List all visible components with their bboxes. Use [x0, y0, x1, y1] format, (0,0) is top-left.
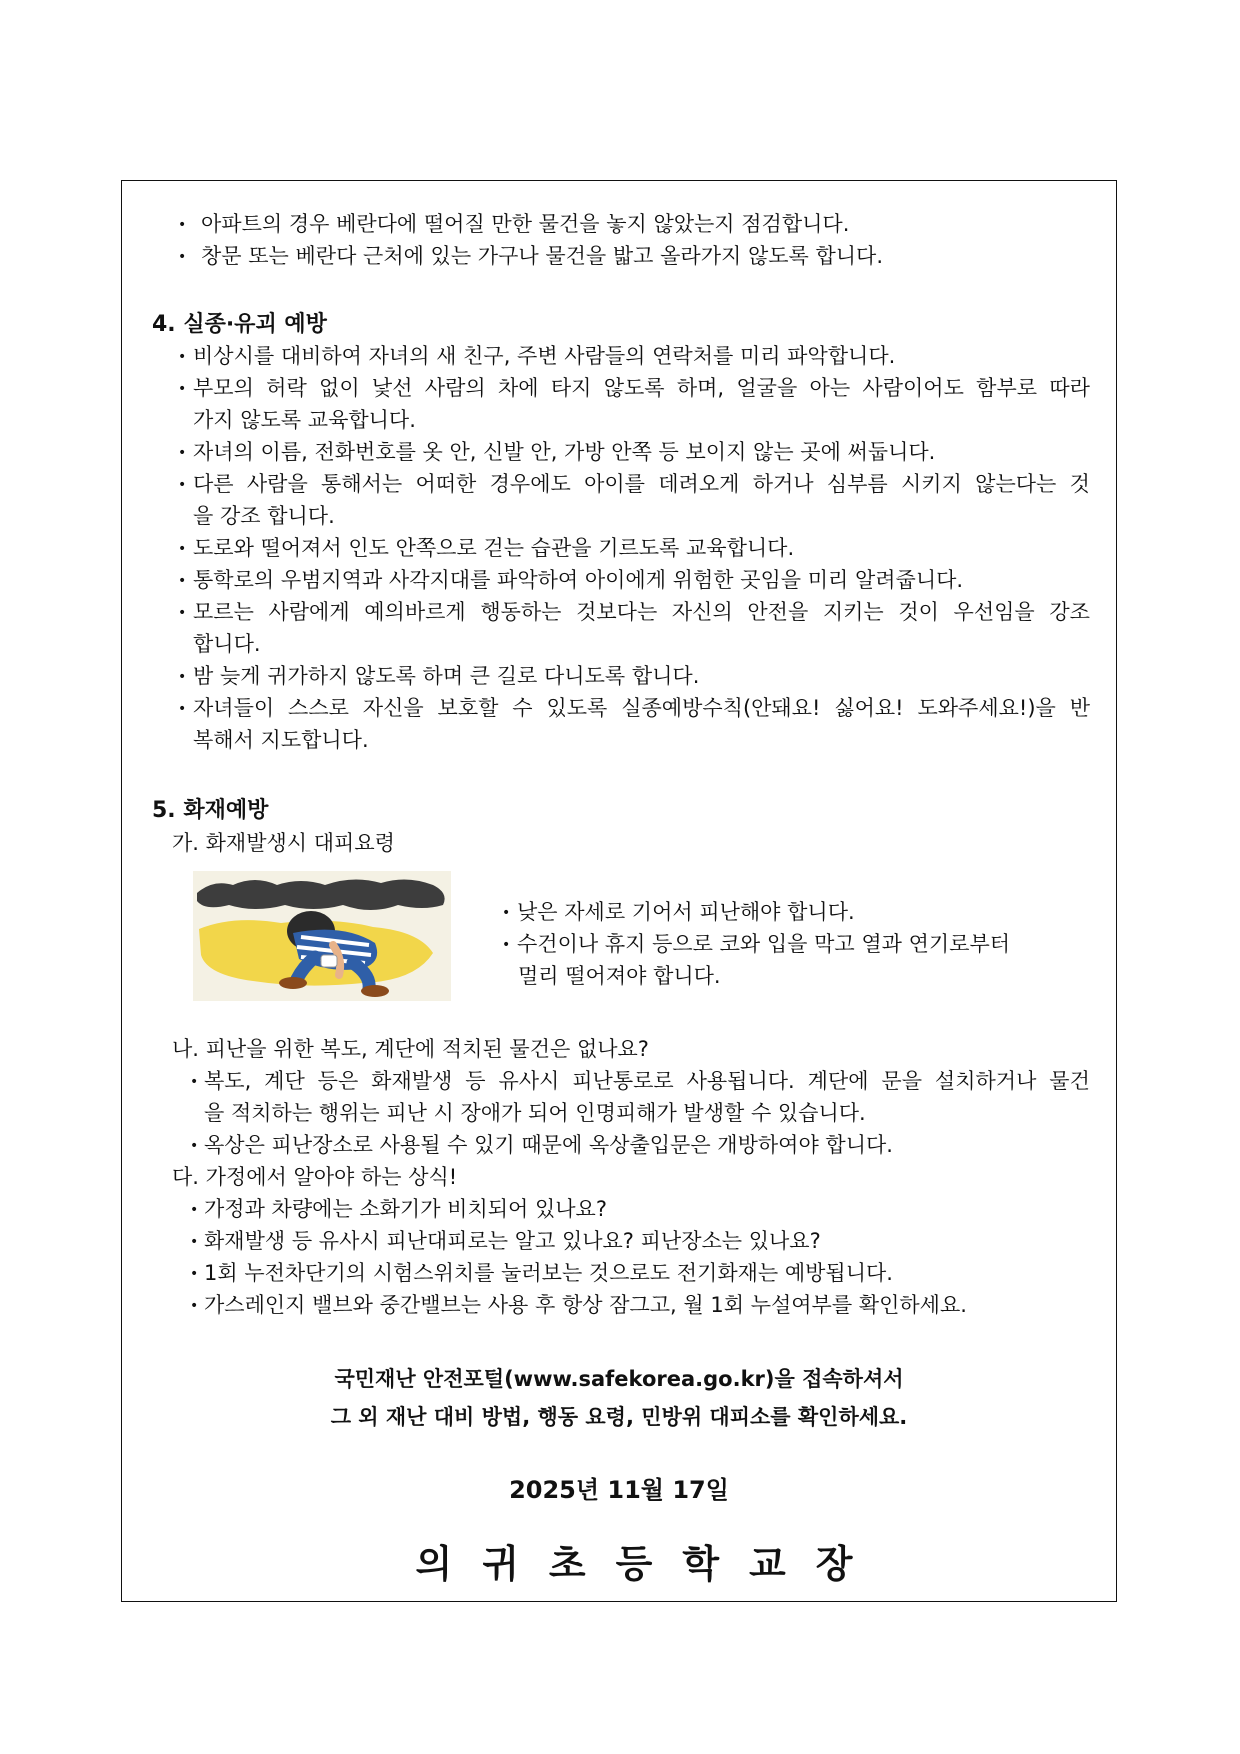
section5-ga-bullet-1: 낮은 자세로 기어서 피난해야 합니다. [517, 900, 855, 924]
bullet-icon: • [190, 1234, 199, 1250]
bullet-icon: • [190, 1202, 199, 1218]
bullet-icon: • [178, 701, 187, 717]
document-date: 2025년 11월 17일 [509, 1476, 729, 1504]
bullet-icon: • [178, 381, 187, 397]
bullet-icon: • [190, 1138, 199, 1154]
bullet-icon: • [502, 905, 511, 921]
footer-note-line1: 국민재난 안전포털(www.safekorea.go.kr)을 접속하셔서 [334, 1367, 904, 1391]
section5-da-bullet-1: 가정과 차량에는 소화기가 비치되어 있나요? [204, 1197, 607, 1221]
section4-bullet-5: 도로와 떨어져서 인도 안쪽으로 걷는 습관을 기르도록 교육합니다. [193, 536, 795, 560]
intro-bullet-1: 아파트의 경우 베란다에 떨어질 만한 물건을 놓지 않았는지 점검합니다. [201, 212, 850, 236]
section5-da-bullet-4: 가스레인지 밸브와 중간밸브는 사용 후 항상 잠그고, 월 1회 누설여부를 확인하세요. [204, 1293, 967, 1317]
section5-na-bullet-2: 옥상은 피난장소로 사용될 수 있기 때문에 옥상출입문은 개방하여야 합니다. [204, 1133, 893, 1157]
section4-bullet-2-line2: 가지 않도록 교육합니다. [193, 408, 416, 432]
section5-title: 5. 화재예방 [152, 798, 269, 823]
section4-bullet-4-line1: 다른 사람을 통해서는 어떠한 경우에도 아이를 데려오게 하거나 심부름 시키지 않는다는 것 [193, 472, 1090, 496]
bullet-icon: • [178, 605, 187, 621]
section4-bullet-4-line2: 을 강조 합니다. [193, 504, 335, 528]
section4-bullet-6: 통학로의 우범지역과 사각지대를 파악하여 아이에게 위험한 곳임을 미리 알려줍니다. [193, 568, 964, 592]
section4-title: 4. 실종·유괴 예방 [152, 312, 327, 337]
section5-da-bullet-3: 1회 누전차단기의 시험스위치를 눌러보는 것으로도 전기화재는 예방됩니다. [204, 1261, 893, 1285]
bullet-icon: • [190, 1074, 199, 1090]
bullet-icon: • [178, 669, 187, 685]
crawling-person-escaping-smoke-icon [193, 871, 451, 1001]
principal-signature: 의귀초등학교장 [415, 1542, 883, 1586]
section5-da-title: 다. 가정에서 알아야 하는 상식! [172, 1165, 458, 1189]
section4-bullet-1: 비상시를 대비하여 자녀의 새 친구, 주변 사람들의 연락처를 미리 파악합니다. [193, 344, 896, 368]
section5-ga-title: 가. 화재발생시 대피요령 [172, 831, 395, 855]
intro-bullet-2: 창문 또는 베란다 근처에 있는 가구나 물건을 밟고 올라가지 않도록 합니다. [201, 244, 884, 268]
bullet-icon: • [178, 217, 187, 233]
bullet-icon: • [190, 1266, 199, 1282]
bullet-icon: • [190, 1298, 199, 1314]
footer-note-line2: 그 외 재난 대비 방법, 행동 요령, 민방위 대피소를 확인하세요. [330, 1405, 908, 1429]
bullet-icon: • [502, 937, 511, 953]
section4-bullet-7-line2: 합니다. [193, 632, 261, 656]
bullet-icon: • [178, 445, 187, 461]
bullet-icon: • [178, 249, 187, 265]
section4-bullet-9-line2: 복해서 지도합니다. [193, 728, 369, 752]
bullet-icon: • [178, 349, 187, 365]
section5-da-bullet-2: 화재발생 등 유사시 피난대피로는 알고 있나요? 피난장소는 있나요? [204, 1229, 821, 1253]
section5-ga-bullet-2-line1: 수건이나 휴지 등으로 코와 입을 막고 열과 연기로부터 [517, 932, 1011, 956]
section4-bullet-9-line1: 자녀들이 스스로 자신을 보호할 수 있도록 실종예방수칙(안돼요! 싫어요! 도와주세요!)을 반 [193, 696, 1090, 720]
bullet-icon: • [178, 573, 187, 589]
section5-ga-bullet-2-line2: 멀리 떨어져야 합니다. [518, 964, 721, 988]
section4-bullet-7-line1: 모르는 사람에게 예의바르게 행동하는 것보다는 자신의 안전을 지키는 것이 우선임을 강조 [193, 600, 1090, 624]
section5-na-title: 나. 피난을 위한 복도, 계단에 적치된 물건은 없나요? [172, 1037, 649, 1061]
bullet-icon: • [178, 477, 187, 493]
bullet-icon: • [178, 541, 187, 557]
section4-bullet-2-line1: 부모의 허락 없이 낯선 사람의 차에 타지 않도록 하며, 얼굴을 아는 사람이어도 함부로 따라 [193, 376, 1090, 400]
section4-bullet-8: 밤 늦게 귀가하지 않도록 하며 큰 길로 다니도록 합니다. [193, 664, 700, 688]
section5-na-bullet-1-line1: 복도, 계단 등은 화재발생 등 유사시 피난통로로 사용됩니다. 계단에 문을 설치하거나 물건 [204, 1069, 1090, 1093]
section5-na-bullet-1-line2: 을 적치하는 행위는 피난 시 장애가 되어 인명피해가 발생할 수 있습니다. [204, 1101, 866, 1125]
section4-bullet-3: 자녀의 이름, 전화번호를 옷 안, 신발 안, 가방 안쪽 등 보이지 않는 곳에 써둡니다. [193, 440, 936, 464]
